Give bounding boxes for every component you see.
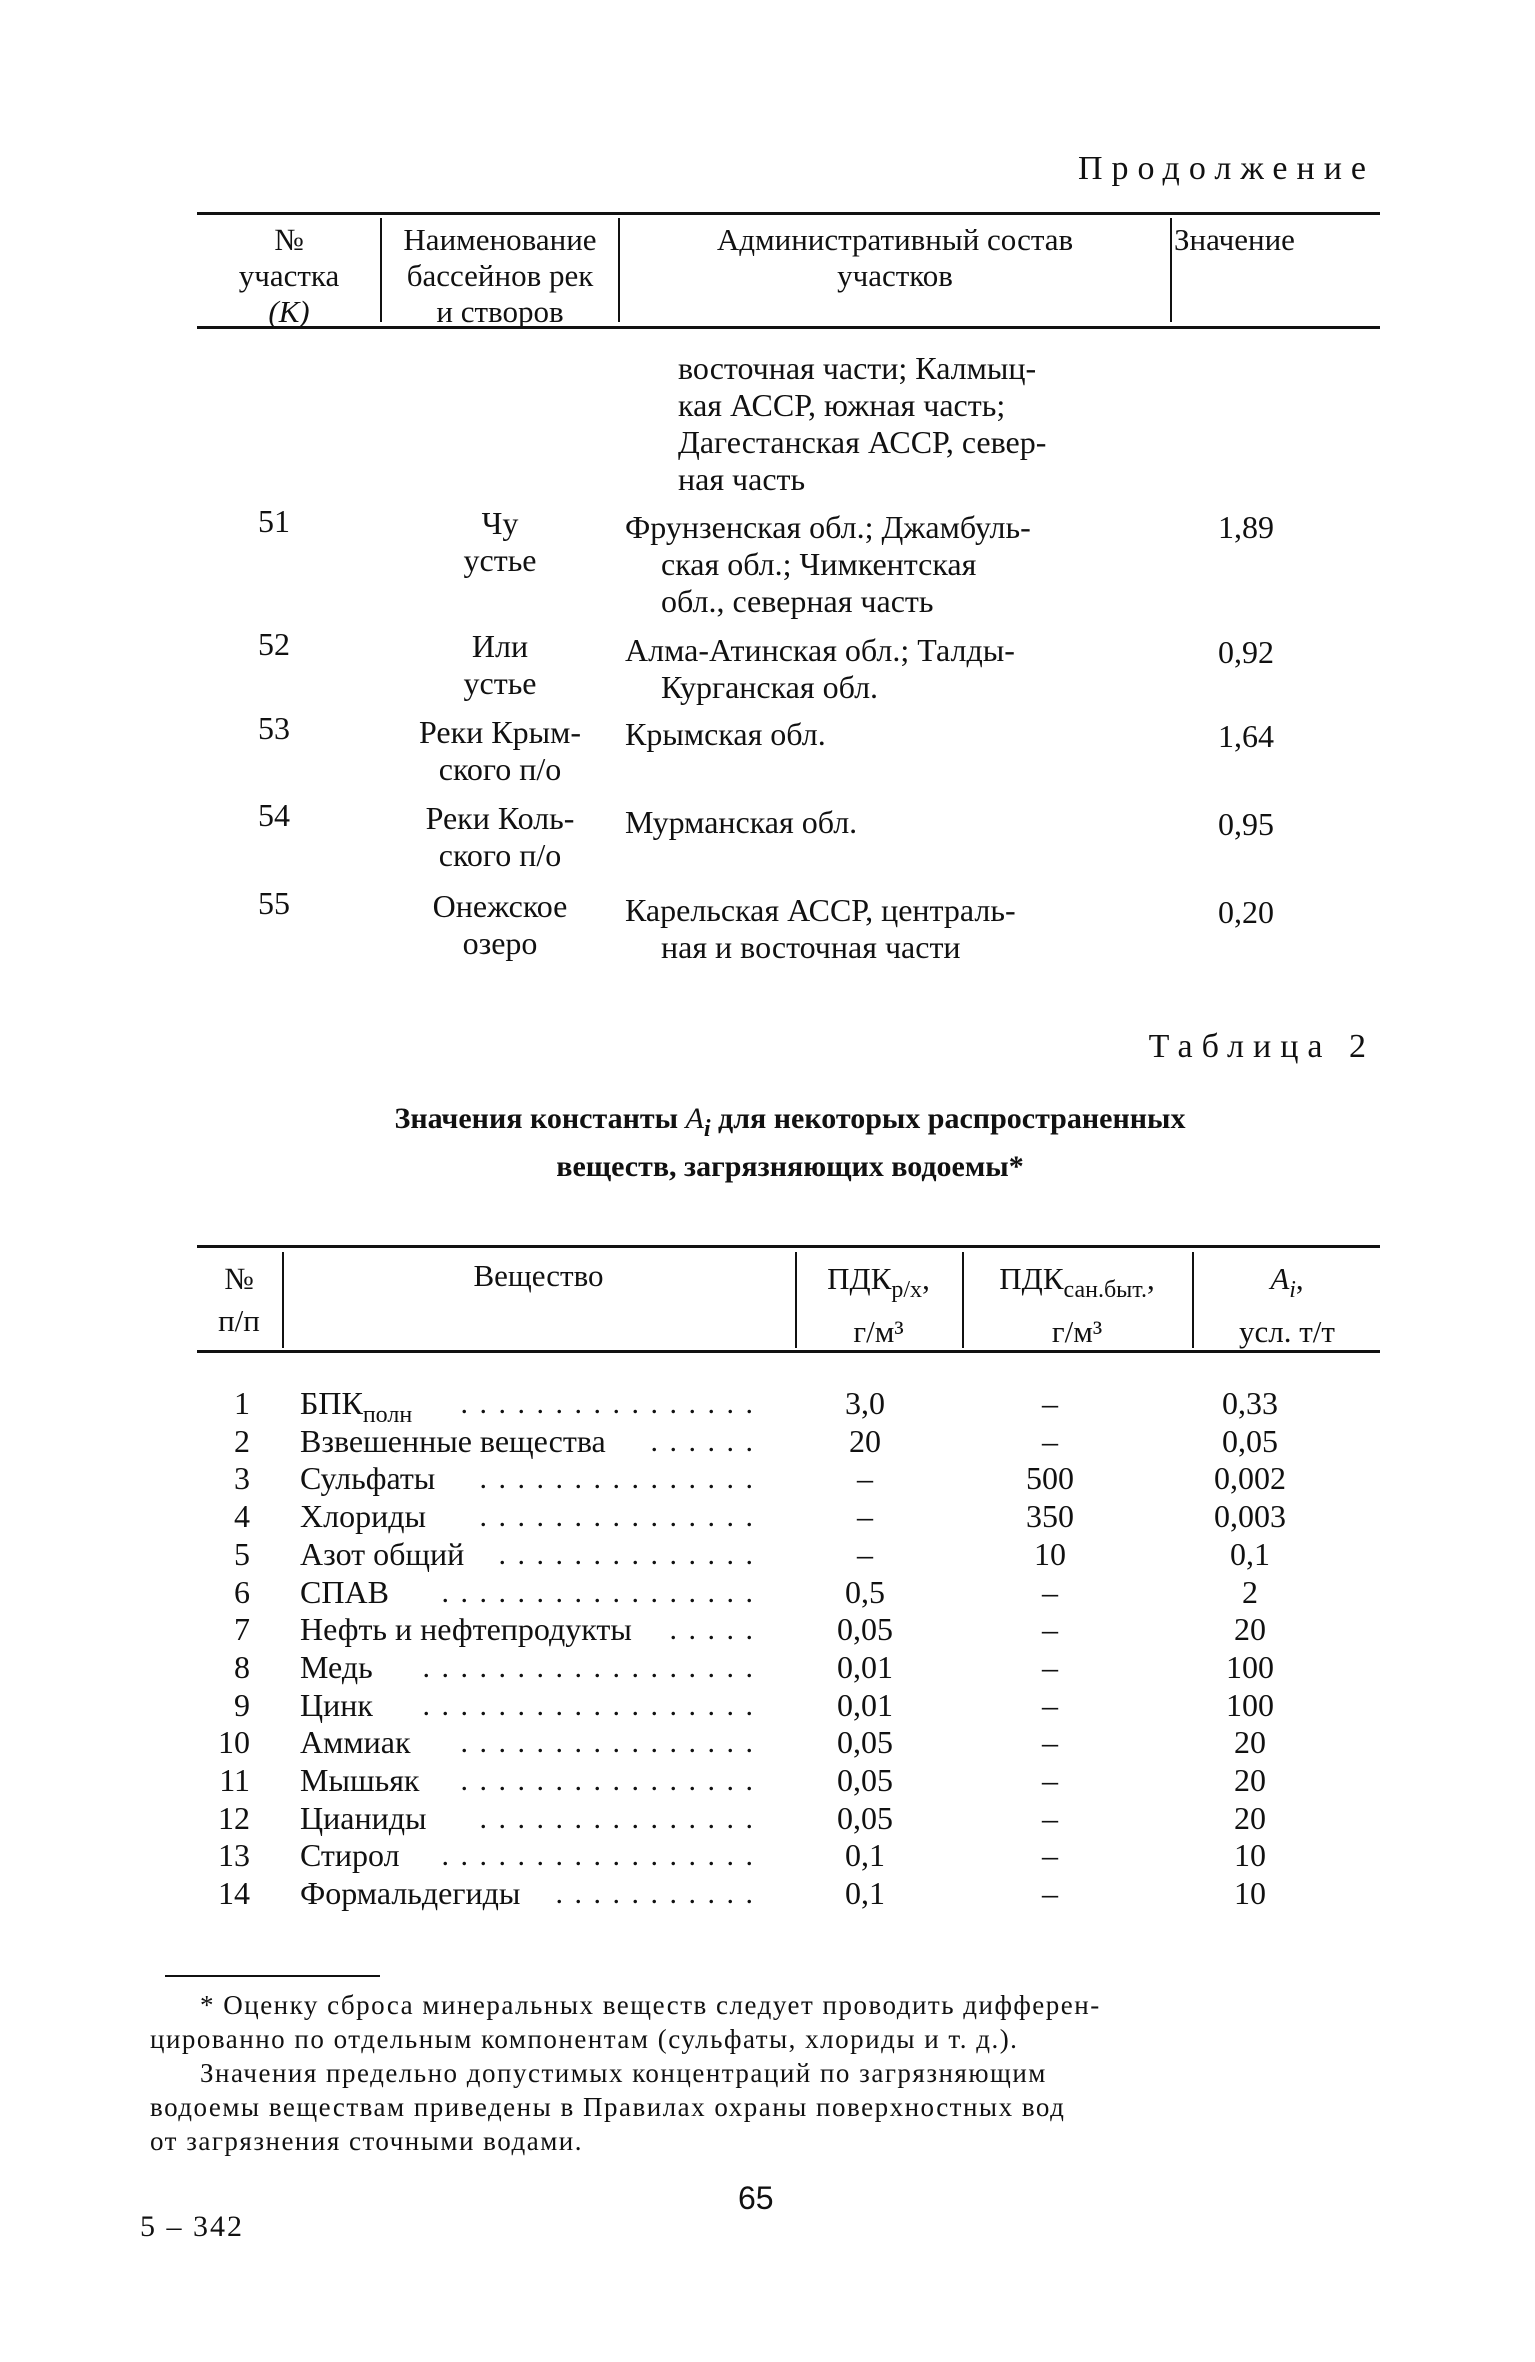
dot-leader: . . . . . . . . . . . . . . .: [470, 1500, 755, 1533]
row-pdk-san: 10: [1034, 1536, 1066, 1572]
table1-col-divider: [380, 218, 382, 322]
row-pdk-rx: –: [857, 1460, 873, 1496]
row-pdk-san: –: [1042, 1800, 1058, 1836]
row-substance: [300, 1687, 373, 1724]
header-text: №: [274, 222, 304, 257]
text-line: Алма-Атинская обл.; Талды-: [625, 632, 1015, 668]
row-substance: [300, 1875, 520, 1912]
text-line: ная и восточная части: [661, 929, 961, 965]
table1-header-value: [1174, 222, 1344, 258]
row-basin: [384, 628, 616, 702]
row-admin: [625, 509, 1031, 620]
table1-header-num: [200, 222, 378, 330]
row-pdk-san: –: [1042, 1574, 1058, 1610]
dot-leader: . . . . . . . . . . . . . . . .: [451, 1387, 755, 1420]
header-text: (К): [268, 294, 310, 329]
row-num: 4: [234, 1498, 250, 1534]
continuation-label: Продолжение: [1077, 150, 1375, 187]
row-basin: [384, 800, 616, 874]
dot-leader: . . . . . .: [641, 1425, 755, 1458]
text-line: восточная части; Калмыц-: [678, 350, 1037, 386]
row-pdk-rx: 0,01: [837, 1649, 893, 1685]
substance-name: СПАВ: [300, 1574, 389, 1610]
row-basin: [384, 505, 616, 579]
row-pdk-rx: 0,05: [837, 1762, 893, 1798]
row-pdk-rx: 0,05: [837, 1724, 893, 1760]
row-ai: 100: [1226, 1687, 1274, 1723]
page-number: 65: [738, 2180, 774, 2216]
header-text-sub: i: [1289, 1277, 1296, 1303]
dot-leader: . . . . . . . . . . . . . .: [489, 1538, 755, 1571]
row-num: 10: [218, 1724, 250, 1760]
row-value: 1,89: [1218, 509, 1274, 545]
text-line: Дагестанская АССР, север-: [678, 424, 1047, 460]
row-num: 51: [258, 503, 290, 539]
row-num: 8: [234, 1649, 250, 1685]
text-line: ская обл.; Чимкентская: [661, 546, 977, 582]
footnote-rule: [165, 1975, 380, 1977]
text-line: Онежское: [432, 888, 568, 924]
dot-leader: . . . . . . . . . . . . . . . .: [451, 1764, 755, 1797]
text-line: кая АССР, южная часть;: [678, 387, 1006, 423]
substance-name: Аммиак: [300, 1724, 411, 1760]
text-line: устье: [463, 542, 537, 578]
row-num: 3: [234, 1460, 250, 1496]
footnote-line: * Оценку сброса минеральных веществ следует проводить дифферен-: [200, 1990, 1101, 2020]
table2-header-num: [197, 1258, 281, 1342]
text-line: обл., северная часть: [661, 583, 934, 619]
row-ai: 0,33: [1222, 1385, 1278, 1421]
text-line: Фрунзенская обл.; Джамбуль-: [625, 509, 1031, 545]
table2-header-ai: [1194, 1258, 1380, 1353]
dot-leader: . . . . . . . . . . . . . . . . . .: [413, 1689, 755, 1722]
header-text-main: A: [1270, 1261, 1290, 1296]
footnote-line: цированно по отдельным компонентам (сульфаты, хлориды и т. д.).: [150, 2024, 1019, 2054]
row-basin: [384, 888, 616, 962]
dot-leader: . . . . .: [660, 1613, 755, 1646]
header-text: г/м³: [1051, 1314, 1103, 1349]
text-line: Мурманская обл.: [625, 804, 858, 840]
title-text: Значения константы: [394, 1102, 686, 1135]
substance-name: Азот общий: [300, 1536, 465, 1572]
row-admin: [625, 804, 857, 841]
row-num: 52: [258, 626, 290, 662]
row-num: 53: [258, 710, 290, 746]
row-ai: 10: [1234, 1875, 1266, 1911]
dot-leader: . . . . . . . . . . . . . . . . . .: [413, 1651, 755, 1684]
row-pdk-san: –: [1042, 1724, 1058, 1760]
row-ai: 0,05: [1222, 1423, 1278, 1459]
row-value: 1,64: [1218, 718, 1274, 754]
substance-name: Взвешенные вещества: [300, 1423, 606, 1459]
text-line: устье: [463, 665, 537, 701]
table1-header-admin: [622, 222, 1168, 294]
header-text: Административный состав: [716, 222, 1074, 257]
header-text: г/м³: [853, 1314, 904, 1349]
table2-label: Таблица 2: [1148, 1028, 1375, 1065]
row-substance: [300, 1423, 606, 1460]
header-text: Вещество: [473, 1258, 604, 1293]
dot-leader: . . . . . . . . . . . . . . . . .: [432, 1576, 755, 1609]
row-substance: [300, 1800, 426, 1837]
table1-top-rule: [197, 212, 1380, 215]
table2-header-pdk-san: [964, 1258, 1190, 1353]
text-line: Карельская АССР, централь-: [625, 892, 1016, 928]
header-text: $ПДК_{сан.быт.}$,: [999, 1261, 1155, 1303]
row-value: 0,95: [1218, 806, 1274, 842]
row-ai: 20: [1234, 1724, 1266, 1760]
row-pdk-rx: 0,5: [845, 1574, 885, 1610]
substance-name: Нефть и нефтепродукты: [300, 1611, 632, 1647]
header-text: Наименование: [403, 222, 597, 257]
row-ai: 100: [1226, 1649, 1274, 1685]
row-admin: [625, 632, 1015, 706]
row-num: 55: [258, 885, 290, 921]
header-text: п/п: [218, 1303, 260, 1338]
text-line: Крымская обл.: [625, 716, 826, 752]
substance-name: Сульфаты: [300, 1460, 436, 1496]
row-substance: [300, 1611, 632, 1648]
table1-col-divider: [1170, 218, 1172, 322]
header-text-sub: р/х: [891, 1277, 923, 1303]
row-ai: 10: [1234, 1837, 1266, 1873]
text-line: Или: [471, 628, 529, 664]
header-text: №: [224, 1261, 254, 1296]
row-substance: [300, 1574, 389, 1611]
row-ai: 20: [1234, 1611, 1266, 1647]
row-pdk-rx: 3,0: [845, 1385, 885, 1421]
row-ai: 2: [1242, 1574, 1258, 1610]
row-substance: [300, 1724, 410, 1761]
table2-header-substance: [284, 1258, 793, 1294]
table1-header-basin: [384, 222, 616, 330]
row-pdk-san: –: [1042, 1611, 1058, 1647]
row-pdk-rx: 0,05: [837, 1800, 893, 1836]
text-line: Чу: [481, 505, 519, 541]
row-num: 12: [218, 1800, 250, 1836]
row-value: 0,92: [1218, 634, 1274, 670]
text-line: Реки Крым-: [419, 714, 581, 750]
row-pdk-san: –: [1042, 1385, 1058, 1421]
row-pdk-san: –: [1042, 1649, 1058, 1685]
header-text-main: ПДК: [827, 1261, 892, 1296]
row-pdk-rx: 0,1: [845, 1875, 885, 1911]
row-substance: [300, 1498, 426, 1535]
row-num: 9: [234, 1687, 250, 1723]
dot-leader: . . . . . . . . . . . . . . . .: [451, 1726, 755, 1759]
row-num: 7: [234, 1611, 250, 1647]
row-ai: 0,003: [1214, 1498, 1286, 1534]
dot-leader: . . . . . . . . . . . . . . .: [470, 1462, 755, 1495]
header-text-sub: сан.быт.: [1063, 1277, 1147, 1303]
substance-name: Хлориды: [300, 1498, 426, 1534]
dot-leader: . . . . . . . . . . . . . . .: [470, 1802, 755, 1835]
row-num: 54: [258, 797, 290, 833]
substance-name: БПК: [300, 1385, 363, 1421]
footnote-line: Значения предельно допустимых концентраций по загрязняющим: [200, 2058, 1047, 2088]
row-pdk-rx: 0,1: [845, 1837, 885, 1873]
text-line: Курганская обл.: [661, 669, 879, 705]
row-pdk-san: –: [1042, 1423, 1058, 1459]
row-pdk-rx: 0,01: [837, 1687, 893, 1723]
row-pdk-rx: 0,05: [837, 1611, 893, 1647]
substance-name: Формальдегиды: [300, 1875, 521, 1911]
row-substance: [300, 1762, 419, 1799]
row-num: 2: [234, 1423, 250, 1459]
dot-leader: . . . . . . . . . . .: [546, 1877, 755, 1910]
header-text: $ПДК_{р/х}$,: [827, 1261, 930, 1303]
header-text: Значение: [1174, 222, 1295, 257]
header-text: $A_i$,: [1270, 1261, 1304, 1303]
row-substance: [300, 1460, 435, 1497]
table2-title-line1: [200, 1100, 1380, 1148]
row-admin: [625, 716, 826, 753]
row-substance: [300, 1837, 400, 1874]
row-num: 14: [218, 1875, 250, 1911]
row-num: 6: [234, 1574, 250, 1610]
row-pdk-san: –: [1042, 1687, 1058, 1723]
table1-carryover: [678, 350, 1046, 498]
header-text-main: ПДК: [999, 1261, 1064, 1296]
text-line: озеро: [462, 925, 538, 961]
title-symbol-sub: i: [703, 1116, 711, 1142]
row-num: 1: [234, 1385, 250, 1421]
substance-name-sub: полн: [362, 1402, 413, 1428]
row-num: 11: [219, 1762, 250, 1798]
row-admin: [625, 892, 1016, 966]
row-pdk-san: –: [1042, 1762, 1058, 1798]
row-num: 13: [218, 1837, 250, 1873]
row-basin: [384, 714, 616, 788]
row-pdk-rx: 20: [849, 1423, 881, 1459]
header-text: усл. т/т: [1239, 1314, 1335, 1349]
header-text: участков: [837, 258, 953, 293]
text-line: ского п/о: [438, 751, 562, 787]
substance-name: Цинк: [300, 1687, 373, 1723]
table2-header-pdk-rx: [797, 1258, 960, 1353]
row-pdk-san: –: [1042, 1837, 1058, 1873]
row-pdk-rx: –: [857, 1536, 873, 1572]
table1-col-divider: [618, 218, 620, 322]
signature-mark: 5 – 342: [140, 2210, 244, 2243]
row-ai: 20: [1234, 1762, 1266, 1798]
text-line: ная часть: [678, 461, 806, 497]
footnote-line: водоемы веществам приведены в Правилах охраны поверхностных вод: [150, 2092, 1066, 2122]
row-ai: 0,1: [1230, 1536, 1270, 1572]
header-text: участка: [238, 258, 340, 293]
title-text: для некоторых распространенных: [710, 1102, 1186, 1135]
text-line: Реки Коль-: [425, 800, 575, 836]
row-substance: [300, 1536, 464, 1573]
row-pdk-san: 350: [1026, 1498, 1074, 1534]
row-ai: 20: [1234, 1800, 1266, 1836]
substance-name: Стирол: [300, 1837, 400, 1873]
table2-top-rule: [197, 1245, 1380, 1248]
footnote-line: от загрязнения сточными водами.: [150, 2126, 583, 2156]
title-symbol: A: [685, 1102, 704, 1135]
substance-name: Цианиды: [300, 1800, 427, 1836]
row-ai: 0,002: [1214, 1460, 1286, 1496]
row-pdk-rx: –: [857, 1498, 873, 1534]
dot-leader: . . . . . . . . . . . . . . . . .: [432, 1839, 755, 1872]
substance-name: Медь: [300, 1649, 373, 1685]
row-substance: [300, 1649, 373, 1686]
table2-title-line2: веществ, загрязняющих водоемы*: [556, 1150, 1024, 1183]
row-num: 5: [234, 1536, 250, 1572]
substance-name: Мышьяк: [300, 1762, 420, 1798]
row-pdk-san: 500: [1026, 1460, 1074, 1496]
row-value: 0,20: [1218, 894, 1274, 930]
text-line: ского п/о: [438, 837, 562, 873]
table2-title: [200, 1100, 1380, 1186]
header-text: бассейнов рек: [406, 258, 594, 293]
row-pdk-san: –: [1042, 1875, 1058, 1911]
header-text: и створов: [436, 294, 564, 329]
